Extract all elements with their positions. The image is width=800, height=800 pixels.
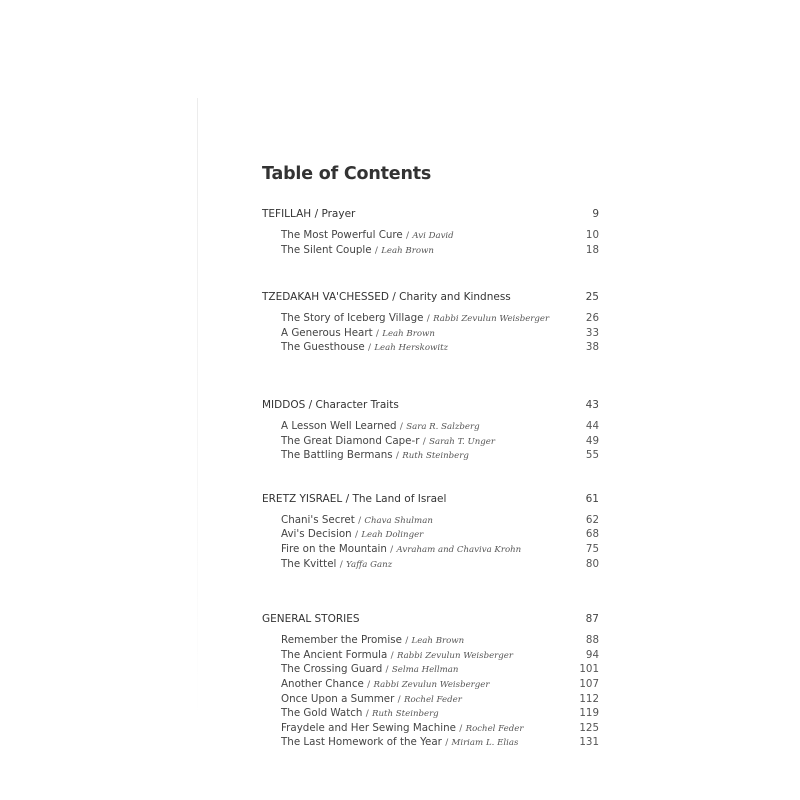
entry-title: The Most Powerful Cure xyxy=(281,229,403,241)
entry-author: Rabbi Zevulun Weisberger xyxy=(433,314,550,325)
section-heading[interactable] xyxy=(262,612,599,626)
separator: / xyxy=(368,343,372,354)
separator: / xyxy=(345,492,350,505)
toc-entry[interactable] xyxy=(281,341,599,356)
entry-author: Leah Herskowitz xyxy=(374,343,449,354)
entry-page-number: 33 xyxy=(585,326,599,339)
toc-entry[interactable] xyxy=(281,649,599,664)
entry-page-number: 62 xyxy=(585,513,599,526)
page-title: Table of Contents xyxy=(262,164,432,184)
separator: / xyxy=(405,636,409,647)
entry-author: Ruth Steinberg xyxy=(402,451,469,462)
separator: / xyxy=(422,436,426,447)
entry-page-number: 112 xyxy=(579,692,599,705)
entry-title: The Crossing Guard xyxy=(281,663,383,676)
entry-title: Avi's Decision xyxy=(281,528,352,541)
entry-page-number: 55 xyxy=(585,449,599,462)
separator: / xyxy=(459,723,463,734)
entry-title: The Ancient Formula xyxy=(281,648,388,661)
toc-entry[interactable] xyxy=(281,722,599,737)
section-subtitle: Character Traits xyxy=(315,398,399,411)
toc-section-middos xyxy=(262,398,599,464)
separator: / xyxy=(374,245,378,256)
entry-page-number: 26 xyxy=(585,312,599,325)
separator: / xyxy=(375,328,379,339)
entry-author: Selma Hellman xyxy=(391,665,459,676)
entry-page-number: 107 xyxy=(579,677,599,690)
entry-page-number: 49 xyxy=(585,434,599,447)
entry-author: Rabbi Zevulun Weisberger xyxy=(373,679,490,690)
entry-page-number: 68 xyxy=(585,528,599,541)
entry-page-number: 44 xyxy=(585,419,599,432)
separator: / xyxy=(426,314,430,325)
entry-title: A Lesson Well Learned xyxy=(281,419,397,432)
toc-entry[interactable] xyxy=(281,327,599,342)
separator: / xyxy=(354,530,359,541)
toc-entry[interactable] xyxy=(281,312,599,327)
separator: / xyxy=(392,291,396,304)
separator: / xyxy=(367,679,371,690)
table-of-contents xyxy=(262,163,599,780)
toc-entry[interactable] xyxy=(281,558,599,573)
toc-entry[interactable] xyxy=(281,634,599,649)
entry-author: Leah Brown xyxy=(382,328,435,339)
entry-author: Leah Brown xyxy=(411,636,465,647)
entry-page-number: 80 xyxy=(585,557,599,570)
toc-entry[interactable] xyxy=(281,693,599,708)
toc-entry[interactable] xyxy=(281,736,599,751)
toc-entry[interactable] xyxy=(281,528,599,543)
entry-author: Sarah T. Unger xyxy=(429,436,495,447)
entry-title: Remember the Promise xyxy=(281,634,402,647)
section-heading[interactable] xyxy=(262,290,599,304)
toc-entry[interactable] xyxy=(281,678,599,693)
section-page-number: 43 xyxy=(585,398,599,411)
separator: / xyxy=(397,694,401,705)
toc-entry[interactable] xyxy=(281,663,599,678)
toc-entry[interactable] xyxy=(281,514,599,529)
entry-title: A Generous Heart xyxy=(281,326,373,339)
entry-page-number: 75 xyxy=(585,542,599,555)
section-subtitle: The Land of Israel xyxy=(352,492,447,505)
separator: / xyxy=(308,398,313,411)
separator: / xyxy=(445,738,449,749)
separator: / xyxy=(358,515,362,526)
entry-title: Chani's Secret xyxy=(281,513,355,526)
separator: / xyxy=(339,559,343,570)
entry-author: Leah Dolinger xyxy=(361,530,424,541)
separator: / xyxy=(314,208,319,220)
entry-author: Rochel Feder xyxy=(465,723,524,734)
entry-title: The Great Diamond Cape-r xyxy=(281,434,420,447)
entry-page-number: 18 xyxy=(585,243,599,256)
entry-page-number: 125 xyxy=(579,721,599,734)
entry-author: Avraham and Chaviva Krohn xyxy=(396,544,522,555)
section-subtitle: Prayer xyxy=(321,208,356,220)
toc-entry[interactable] xyxy=(281,543,599,558)
toc-entry[interactable] xyxy=(281,244,599,259)
toc-section-eretz-yisrael xyxy=(262,492,599,572)
section-page-number: 9 xyxy=(592,208,599,220)
toc-entry[interactable] xyxy=(281,707,599,722)
section-name: TEFILLAH xyxy=(262,208,312,220)
entry-author: Rabbi Zevulun Weisberger xyxy=(396,650,513,661)
section-page-number: 61 xyxy=(585,492,599,505)
section-heading[interactable] xyxy=(262,398,599,412)
entry-page-number: 94 xyxy=(585,648,599,661)
section-page-number: 87 xyxy=(585,613,599,626)
entry-author: Ruth Steinberg xyxy=(372,709,439,720)
entry-page-number: 38 xyxy=(585,341,599,354)
section-page-number: 25 xyxy=(585,291,599,304)
separator: / xyxy=(390,650,394,661)
entry-title: The Guesthouse xyxy=(281,341,365,354)
separator: / xyxy=(399,421,403,432)
page-fold-edge xyxy=(197,98,198,718)
entry-author: Avi David xyxy=(412,231,454,241)
entry-page-number: 88 xyxy=(585,634,599,647)
entry-page-number: 119 xyxy=(579,707,599,720)
entry-page-number: 131 xyxy=(579,736,599,749)
toc-entry[interactable] xyxy=(281,229,599,244)
entry-page-number: 10 xyxy=(585,229,599,241)
section-name: GENERAL STORIES xyxy=(262,613,360,626)
toc-section-general-stories xyxy=(262,612,599,751)
entry-title: The Last Homework of the Year xyxy=(281,736,442,749)
entry-title: The Story of Iceberg Village xyxy=(281,312,424,325)
toc-entry[interactable] xyxy=(281,420,599,435)
entry-author: Sara R. Salzberg xyxy=(406,421,480,432)
separator: / xyxy=(385,665,389,676)
section-name: TZEDAKAH VA'CHESSED xyxy=(262,291,389,304)
entry-title: Once Upon a Summer xyxy=(281,692,395,705)
toc-section-tefillah xyxy=(262,207,599,258)
entry-title: Fraydele and Her Sewing Machine xyxy=(281,721,456,734)
entry-title: Fire on the Mountain xyxy=(281,542,387,555)
entry-author: Yaffa Ganz xyxy=(346,559,393,570)
entry-title: The Kvittel xyxy=(281,557,337,570)
toc-section-tzedakah xyxy=(262,290,599,356)
entry-page-number: 101 xyxy=(579,663,599,676)
toc-entry[interactable] xyxy=(281,449,599,464)
section-subtitle: Charity and Kindness xyxy=(399,291,511,304)
section-heading[interactable] xyxy=(262,207,599,221)
separator: / xyxy=(365,709,369,720)
section-name: ERETZ YISRAEL xyxy=(262,492,343,505)
entry-author: Rochel Feder xyxy=(403,694,462,705)
entry-title: Another Chance xyxy=(281,677,364,690)
entry-title: The Gold Watch xyxy=(281,707,363,720)
section-heading[interactable] xyxy=(262,492,599,506)
entry-author: Miriam L. Elias xyxy=(451,738,519,749)
entry-author: Chava Shulman xyxy=(364,515,433,526)
entry-title: The Silent Couple xyxy=(281,243,372,256)
separator: / xyxy=(390,544,394,555)
toc-entry[interactable] xyxy=(281,435,599,450)
entry-author: Leah Brown xyxy=(381,245,434,256)
entry-title: The Battling Bermans xyxy=(281,449,393,462)
section-name: MIDDOS xyxy=(262,398,306,411)
separator: / xyxy=(406,231,410,241)
separator: / xyxy=(395,451,399,462)
